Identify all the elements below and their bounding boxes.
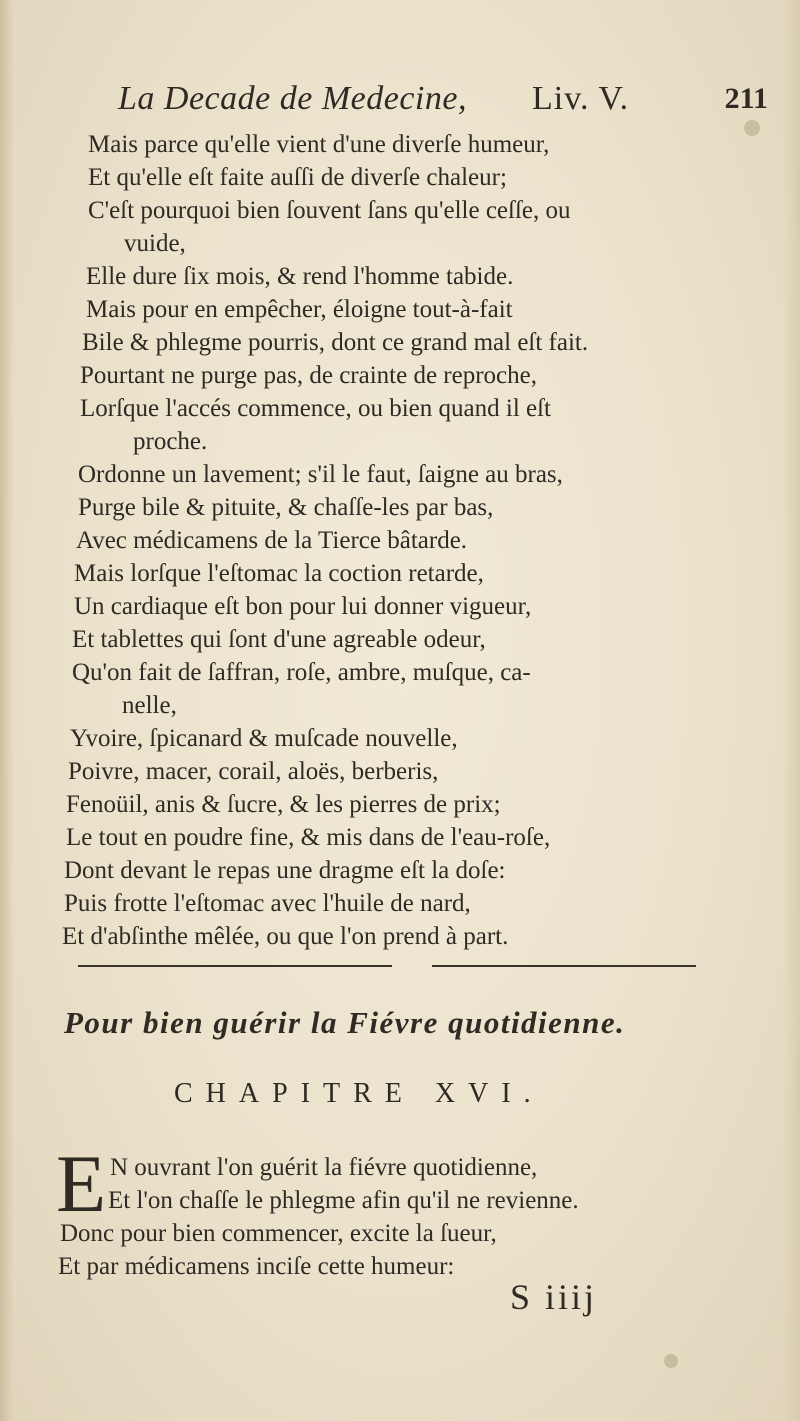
chapter-line: Donc pour bien commencer, excite la ſueur, [60, 1220, 497, 1247]
verse-line: Pourtant ne purge pas, de crainte de reproche, [80, 362, 537, 389]
chapter-heading: Pour bien guérir la Fiévre quotidienne. [64, 1005, 626, 1040]
verse-line: Mais parce qu'elle vient d'une diverſe humeur, [88, 131, 550, 158]
section-divider-right [432, 965, 696, 967]
verse-line: proche. [133, 428, 208, 455]
verse-line: Poivre, macer, corail, aloës, berberis, [68, 758, 439, 785]
running-head-section: Liv. V. [532, 80, 630, 117]
verse-line: Et d'abſinthe mêlée, ou que l'on prend à part. [62, 923, 509, 950]
verse-line: C'eſt pourquoi bien ſouvent ſans qu'elle ceſſe, ou [88, 197, 571, 224]
verse-line: nelle, [122, 692, 177, 719]
verse-line: Fenoüil, anis & ſucre, & les pierres de prix; [66, 791, 501, 818]
page-number: 211 [724, 82, 768, 115]
verse-line: Lorſque l'accés commence, ou bien quand il eſt [80, 395, 551, 422]
verse-line: Et tablettes qui ſont d'une agreable odeur, [72, 626, 486, 653]
signature-mark: S iiij [510, 1277, 598, 1317]
chapter-line: Et l'on chaſſe le phlegme afin qu'il ne revienne. [108, 1187, 579, 1214]
section-divider-left [78, 965, 392, 967]
verse-line: Mais pour en empêcher, éloigne tout-à-fait [86, 296, 513, 323]
verse-line: vuide, [124, 230, 186, 257]
paper-stain [744, 120, 760, 136]
chapter-line: Et par médicamens inciſe cette humeur: [58, 1253, 455, 1280]
verse-line: Dont devant le repas une dragme eſt la doſe: [64, 857, 506, 884]
verse-line: Elle dure ſix mois, & rend l'homme tabide. [86, 263, 514, 290]
verse-line: Un cardiaque eſt bon pour lui donner vigueur, [74, 593, 532, 620]
paper-stain [664, 1354, 678, 1368]
verse-line: Yvoire, ſpicanard & muſcade nouvelle, [70, 725, 458, 752]
drop-cap: E [56, 1138, 107, 1229]
verse-line: Et qu'elle eſt faite auſſi de diverſe chaleur; [88, 164, 507, 191]
verse-line: Mais lorſque l'eſtomac la coction retarde, [74, 560, 484, 587]
verse-line: Qu'on fait de ſaffran, roſe, ambre, muſque, ca- [72, 659, 531, 686]
verse-line: Avec médicamens de la Tierce bâtarde. [76, 527, 468, 554]
verse-line: Bile & phlegme pourris, dont ce grand mal eſt fait. [82, 329, 589, 356]
chapter-line: N ouvrant l'on guérit la fiévre quotidienne, [110, 1154, 538, 1181]
verse-line: Puis frotte l'eſtomac avec l'huile de nard, [64, 890, 471, 917]
verse-line: Ordonne un lavement; s'il le faut, ſaigne au bras, [78, 461, 563, 488]
chapter-number: CHAPITRE XVI. [174, 1078, 544, 1109]
running-head-title: La Decade de Medecine, [118, 80, 467, 117]
verse-line: Purge bile & pituite, & chaſſe-les par bas, [78, 494, 494, 521]
verse-line: Le tout en poudre fine, & mis dans de l'eau-roſe, [66, 824, 551, 851]
